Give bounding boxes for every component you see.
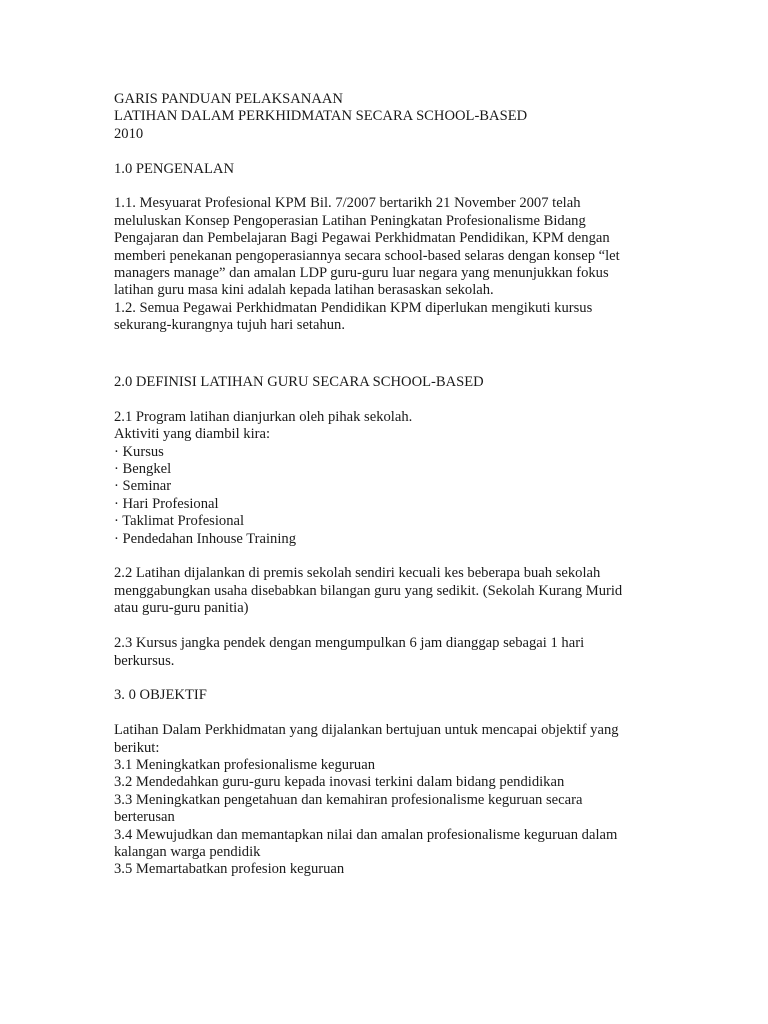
- objectives-list: [114, 757, 654, 879]
- paragraph-line: sekurang-kurangnya tujuh hari setahun.: [114, 317, 345, 334]
- list-item: · Taklimat Profesional: [114, 513, 245, 530]
- title-line-2: LATIHAN DALAM PERKHIDMATAN SECARA SCHOOL-BASED: [114, 108, 528, 125]
- section-3-heading: 3. 0 OBJEKTIF: [114, 687, 207, 704]
- paragraph-2-1: 2.1 Program latihan dianjurkan oleh pihak sekolah.: [114, 408, 413, 425]
- paragraph-1-2: [114, 300, 654, 335]
- document-title: [114, 91, 654, 143]
- activities-list: [114, 444, 654, 548]
- document-page: [114, 91, 654, 879]
- objective-item: 3.2 Mendedahkan guru-guru kepada inovasi terkini dalam bidang pendidikan: [114, 774, 565, 791]
- paragraph-line: atau guru-guru panitia): [114, 600, 249, 617]
- objective-item: 3.3 Meningkatkan pengetahuan dan kemahiran profesionalisme keguruan secara: [114, 791, 583, 808]
- paragraph-line: managers manage” dan amalan LDP guru-guru luar negara yang menunjukkan fokus: [114, 265, 609, 282]
- list-item: · Seminar: [114, 478, 172, 495]
- paragraph-line: 2.2 Latihan dijalankan di premis sekolah sendiri kecuali kes beberapa buah sekolah: [114, 565, 601, 582]
- paragraph-2-2: [114, 565, 654, 617]
- paragraph-line: 1.2. Semua Pegawai Perkhidmatan Pendidikan KPM diperlukan mengikuti kursus: [114, 299, 593, 316]
- paragraph-line: berikut:: [114, 739, 160, 756]
- paragraph-line: Pengajaran dan Pembelajaran Bagi Pegawai Perkhidmatan Pendidikan, KPM dengan: [114, 230, 610, 247]
- activities-intro: Aktiviti yang diambil kira:: [114, 426, 271, 443]
- list-item: · Kursus: [114, 443, 164, 460]
- objectives-intro: [114, 722, 654, 757]
- paragraph-line: 2.3 Kursus jangka pendek dengan mengumpulkan 6 jam dianggap sebagai 1 hari: [114, 635, 585, 652]
- paragraph-1-1: [114, 195, 654, 299]
- paragraph-line: memberi penekanan pengoperasiannya secara school-based selaras dengan konsep “let: [114, 247, 620, 264]
- paragraph-line: menggabungkan usaha disebabkan bilangan guru yang sedikit. (Sekolah Kurang Murid: [114, 582, 623, 599]
- objective-item-continued: kalangan warga pendidik: [114, 843, 261, 860]
- title-line-1: GARIS PANDUAN PELAKSANAAN: [114, 91, 343, 107]
- paragraph-2-3: [114, 635, 654, 670]
- title-line-3: 2010: [114, 125, 144, 142]
- objective-item-continued: berterusan: [114, 809, 175, 826]
- objective-item: 3.5 Memartabatkan profesion keguruan: [114, 861, 345, 878]
- list-item: · Pendedahan Inhouse Training: [114, 530, 296, 547]
- objective-item: 3.4 Mewujudkan dan memantapkan nilai dan amalan profesionalisme keguruan dalam: [114, 826, 618, 843]
- paragraph-line: berkursus.: [114, 652, 175, 669]
- list-item: · Hari Profesional: [114, 495, 219, 512]
- paragraph-line: latihan guru masa kini adalah kepada latihan berasaskan sekolah.: [114, 282, 494, 299]
- objective-item: 3.1 Meningkatkan profesionalisme keguruan: [114, 756, 375, 773]
- section-1-heading: 1.0 PENGENALAN: [114, 160, 234, 177]
- paragraph-line: Latihan Dalam Perkhidmatan yang dijalankan bertujuan untuk mencapai objektif yang: [114, 722, 619, 739]
- paragraph-line: meluluskan Konsep Pengoperasian Latihan Peningkatan Profesionalisme Bidang: [114, 212, 586, 229]
- list-item: · Bengkel: [114, 461, 172, 478]
- paragraph-line: 1.1. Mesyuarat Profesional KPM Bil. 7/2007 bertarikh 21 November 2007 telah: [114, 195, 581, 212]
- section-2-heading: 2.0 DEFINISI LATIHAN GURU SECARA SCHOOL-BASED: [114, 374, 484, 391]
